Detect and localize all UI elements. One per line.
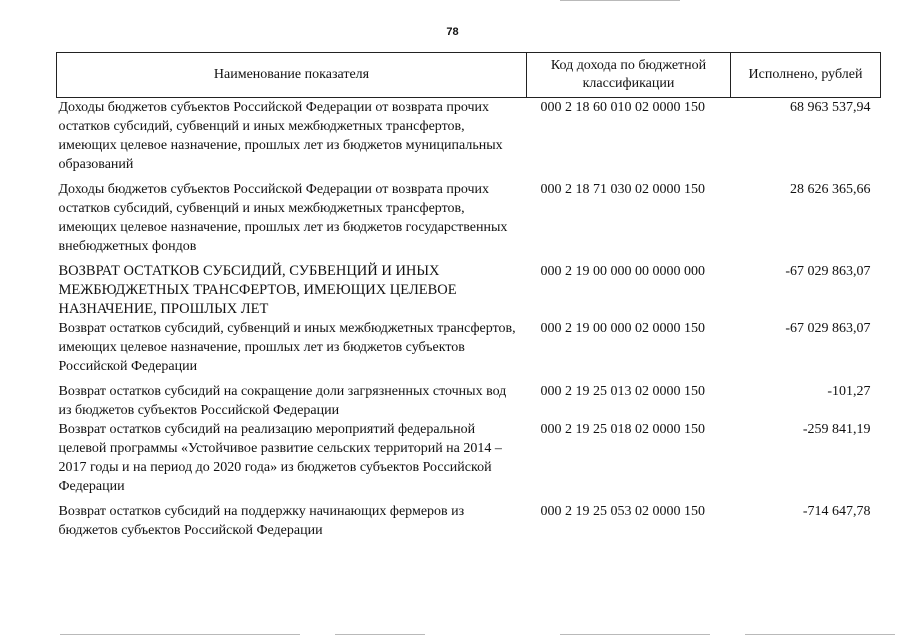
row-amount: 28 626 365,66: [790, 182, 871, 197]
row-amount: 68 963 537,94: [790, 100, 871, 115]
table-header-row: [57, 53, 881, 98]
income-table-container: [56, 52, 880, 546]
row-name: Возврат остатков субсидий, субвенций и иных межбюджетных трансфертов, имеющих целевое назначение, прошлых лет из бюджетов субъектов Российской Федерации: [58, 321, 516, 374]
row-name: Доходы бюджетов субъектов Российской Федерации от возврата прочих остатков субсидий, субвенций и иных межбюджетных трансфертов, имеющих целевое назначение, прошлых лет из бюджетов муниципальных образований: [58, 100, 503, 172]
page-number: 78: [446, 26, 459, 38]
table-row: [57, 319, 881, 382]
row-name: ВОЗВРАТ ОСТАТКОВ СУБСИДИЙ, СУБВЕНЦИЙ И ИНЫХ МЕЖБЮДЖЕТНЫХ ТРАНСФЕРТОВ, ИМЕЮЩИХ ЦЕЛЕВОЕ НАЗНАЧЕНИЕ, ПРОШЛЫХ ЛЕТ: [58, 263, 457, 317]
row-code: 000 2 18 60 010 02 0000 150: [540, 100, 705, 115]
row-code: 000 2 19 00 000 02 0000 150: [540, 321, 705, 336]
table-row: [57, 420, 881, 502]
row-code: 000 2 19 25 053 02 0000 150: [540, 504, 705, 519]
scan-artifact-bottom-far-right: [745, 634, 895, 635]
table-row: [57, 180, 881, 262]
scan-artifact-bottom-right: [560, 634, 710, 635]
row-code: 000 2 19 00 000 00 0000 000: [540, 264, 705, 279]
table-row: [57, 502, 881, 546]
row-amount: -67 029 863,07: [785, 264, 871, 279]
income-table: [56, 52, 881, 546]
row-code: 000 2 19 25 013 02 0000 150: [540, 384, 705, 399]
table-row: [57, 382, 881, 420]
scan-artifact-bottom-mid: [335, 634, 425, 635]
row-name: Возврат остатков субсидий на реализацию мероприятий федеральной целевой программы «Устойчивое развитие сельских территорий на 2014 – 2017 годы и на период до 2020 года» из бюджетов субъектов Российской Федерации: [58, 422, 502, 494]
row-amount: -101,27: [827, 384, 871, 399]
row-amount: -259 841,19: [802, 422, 871, 437]
row-amount: -714 647,78: [802, 504, 871, 519]
scan-artifact-top: [560, 0, 680, 1]
row-amount: -67 029 863,07: [785, 321, 871, 336]
table-row: [57, 262, 881, 319]
header-code: Код дохода по бюджетной классификации: [527, 53, 731, 98]
header-amount: Исполнено, рублей: [731, 53, 881, 98]
row-name: Возврат остатков субсидий на сокращение доли загрязненных сточных вод из бюджетов субъектов Российской Федерации: [58, 384, 507, 418]
scan-artifact-bottom-left: [60, 634, 300, 635]
table-row: [57, 98, 881, 181]
row-code: 000 2 18 71 030 02 0000 150: [540, 182, 705, 197]
row-name: Возврат остатков субсидий на поддержку начинающих фермеров из бюджетов субъектов Российской Федерации: [58, 504, 465, 538]
header-name: Наименование показателя: [57, 53, 527, 98]
row-code: 000 2 19 25 018 02 0000 150: [540, 422, 705, 437]
row-name: Доходы бюджетов субъектов Российской Федерации от возврата прочих остатков субсидий, субвенций и иных межбюджетных трансфертов, имеющих целевое назначение, прошлых лет из бюджетов государственных внебюджетных фондов: [58, 182, 508, 254]
